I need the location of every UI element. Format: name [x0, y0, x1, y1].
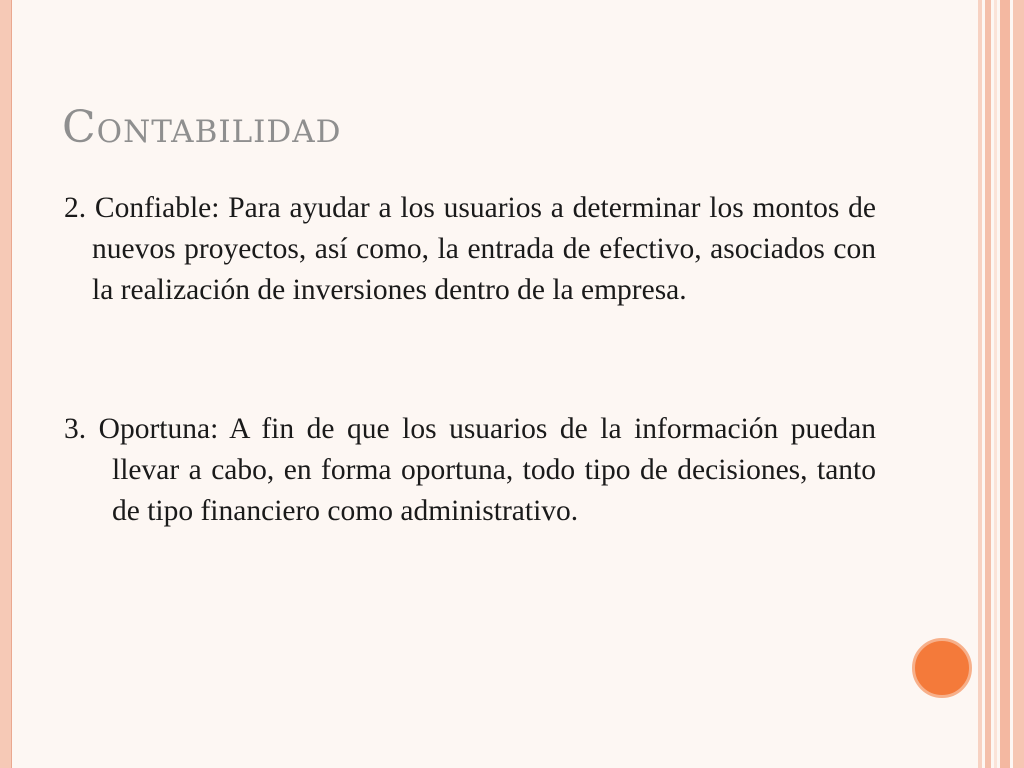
right-stripe-decoration: [994, 0, 997, 768]
right-stripe-decoration: [1000, 0, 1010, 768]
right-stripe-decoration: [1013, 0, 1024, 768]
right-stripe-decoration: [985, 0, 991, 768]
orange-circle-decoration: [912, 638, 972, 698]
slide-title: Contabilidad: [62, 102, 342, 153]
left-border-decoration: [0, 0, 12, 768]
paragraph-confiable: 2. Confiable: Para ayudar a los usuarios a determinar los montos de nuevos proyectos, así como, la entrada de efectivo, asociados con la realización de inversiones dentro de la empresa.: [64, 192, 876, 306]
right-stripe-decoration: [978, 0, 982, 768]
paragraph-oportuna: 3. Oportuna: A fin de que los usuarios de la información puedan llevar a cabo, en forma oportuna, todo tipo de decisiones, tanto de tipo financiero como administrativo.: [64, 413, 876, 527]
